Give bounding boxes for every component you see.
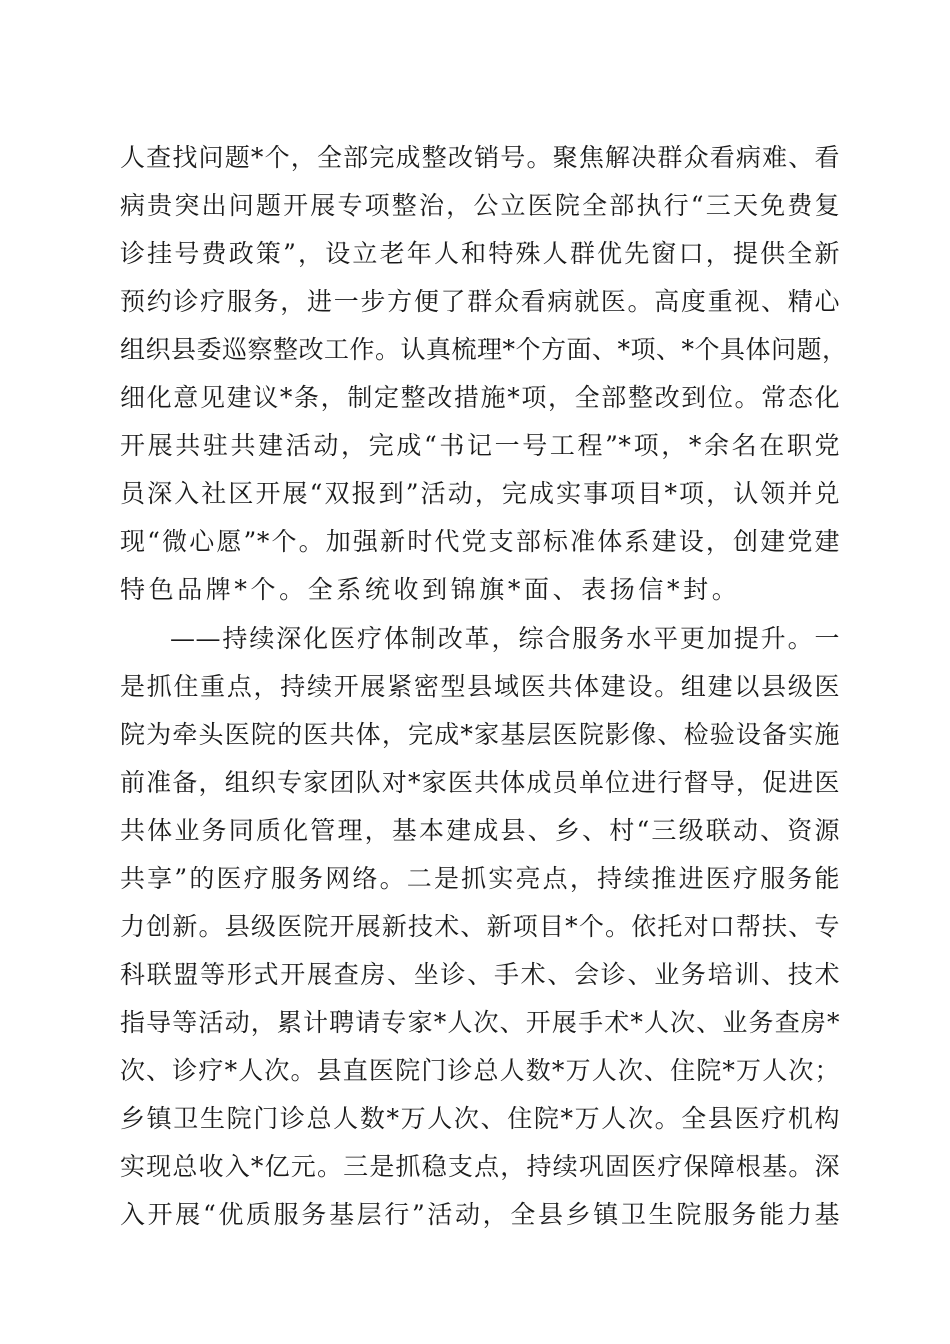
text-line: 病贵突出问题开展专项整治，公立医院全部执行“三天免费复: [120, 191, 840, 220]
text-line: 前准备，组织专家团队对*家医共体成员单位进行督导，促进医: [120, 768, 840, 797]
text-line: 院为牵头医院的医共体，完成*家基层医院影像、检验设备实施: [120, 720, 840, 749]
text-line: 指导等活动，累计聘请专家*人次、开展手术*人次、业务查房*: [120, 1008, 840, 1037]
text-line: 入开展“优质服务基层行”活动，全县乡镇卫生院服务能力基: [120, 1200, 840, 1229]
paragraph-start-line: ——持续深化医疗体制改革，综合服务水平更加提升。一: [170, 624, 840, 653]
text-line: 员深入社区开展“双报到”活动，完成实事项目*项，认领并兑: [120, 479, 840, 508]
text-line: 实现总收入*亿元。三是抓稳支点，持续巩固医疗保障根基。深: [120, 1152, 840, 1181]
text-line: 共体业务同质化管理，基本建成县、乡、村“三级联动、资源: [120, 816, 840, 845]
text-line: 开展共驻共建活动，完成“书记一号工程”*项，*余名在职党: [120, 431, 840, 460]
text-line: 科联盟等形式开展查房、坐诊、手术、会诊、业务培训、技术: [120, 960, 840, 989]
text-line: 是抓住重点，持续开展紧密型县域医共体建设。组建以县级医: [120, 672, 840, 701]
text-line: 组织县委巡察整改工作。认真梳理*个方面、*项、*个具体问题，: [120, 335, 848, 364]
text-line: 预约诊疗服务，进一步方便了群众看病就医。高度重视、精心: [120, 287, 840, 316]
text-line: 诊挂号费政策”，设立老年人和特殊人群优先窗口，提供全新: [120, 239, 840, 268]
text-line: 现“微心愿”*个。加强新时代党支部标准体系建设，创建党建: [120, 527, 840, 556]
text-line: 人查找问题*个，全部完成整改销号。聚焦解决群众看病难、看: [120, 143, 840, 172]
text-line: 次、诊疗*人次。县直医院门诊总人数*万人次、住院*万人次；: [120, 1056, 840, 1085]
text-line: 特色品牌*个。全系统收到锦旗*面、表扬信*封。: [120, 575, 741, 604]
text-line: 共享”的医疗服务网络。二是抓实亮点，持续推进医疗服务能: [120, 864, 840, 893]
text-line: 乡镇卫生院门诊总人数*万人次、住院*万人次。全县医疗机构: [120, 1104, 840, 1133]
text-line: 细化意见建议*条，制定整改措施*项，全部整改到位。常态化: [120, 383, 840, 412]
text-line: 力创新。县级医院开展新技术、新项目*个。依托对口帮扶、专: [120, 912, 840, 941]
